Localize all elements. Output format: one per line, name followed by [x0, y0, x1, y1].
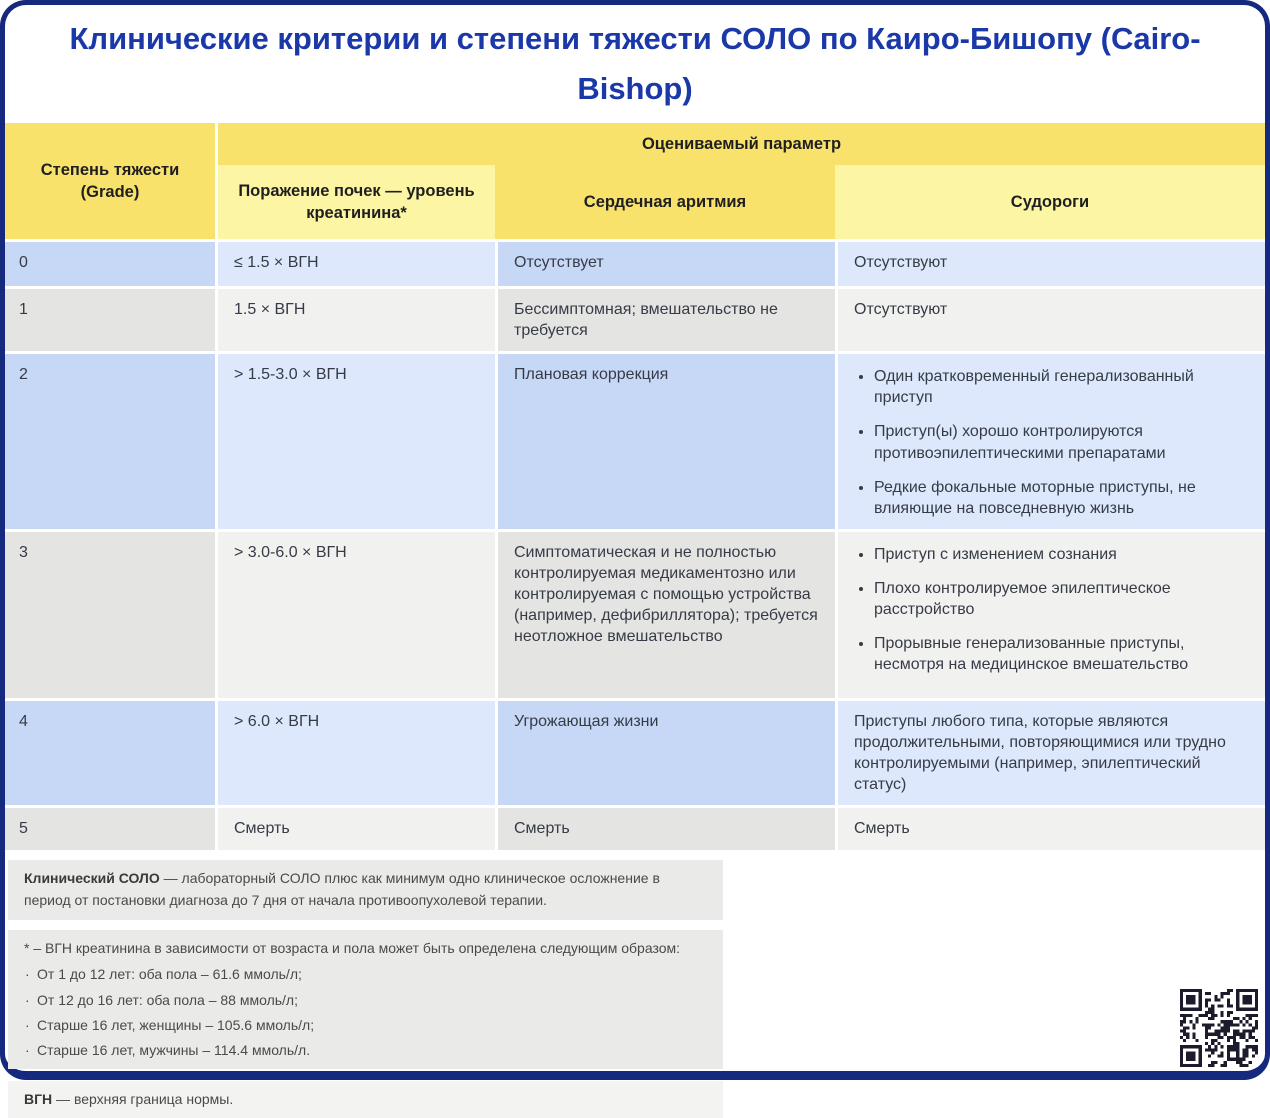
- title-bar: [5, 5, 1265, 123]
- seizures-list-item: • Один кратковременный генерализованный приступ: [874, 366, 1249, 408]
- seizures-list-item: • Редкие фокальные моторные приступы, не влияющие на повседневную жизнь: [874, 477, 1249, 519]
- table-row: [5, 808, 1265, 850]
- note-item: · Старше 16 лет, женщины – 105.6 ммоль/л;: [24, 1015, 707, 1035]
- cardiac-cell: Бессимптомная; вмешательство не требуется: [498, 289, 835, 351]
- column-header-kidney: Поражение почек — уровень креатинина*: [218, 165, 495, 239]
- cardiac-cell: Смерть: [498, 808, 835, 850]
- cardiac-cell: Угрожающая жизни: [498, 701, 835, 805]
- seizures-cell: Приступы любого типа, которые являются продолжительными, повторяющимися или трудно контролируемыми (например, эпилептический статус): [838, 701, 1265, 805]
- note-creatinine-intro: * – ВГН креатинина в зависимости от возраста и пола может быть определена следующим образом:: [24, 939, 681, 956]
- table-row: [5, 701, 1265, 805]
- grade-cell: 2: [5, 354, 215, 529]
- seizures-cell: [838, 532, 1265, 698]
- note-item: · Старше 16 лет, мужчины – 114.4 ммоль/л.: [24, 1040, 707, 1060]
- kidney-cell: > 1.5-3.0 × ВГН: [218, 354, 495, 529]
- seizures-list-item: • Приступ(ы) хорошо контролируются противоэпилептическими препаратами: [874, 421, 1249, 463]
- note-clinical-text: — лабораторный СОЛО плюс как минимум одно клиническое осложнение в период от постановки диагноза до 7 дня от начала противоопухолевой терапии.: [24, 870, 660, 908]
- cardiac-cell: Плановая коррекция: [498, 354, 835, 529]
- table-row: [5, 532, 1265, 698]
- note-vgn: [8, 1081, 723, 1118]
- seizures-list: [854, 366, 1249, 519]
- kidney-cell: 1.5 × ВГН: [218, 289, 495, 351]
- grade-cell: 4: [5, 701, 215, 805]
- note-clinical: [8, 860, 723, 919]
- seizures-list-item: • Прорывные генерализованные приступы, несмотря на медицинское вмешательство: [874, 633, 1249, 675]
- seizures-list: [854, 544, 1249, 676]
- note-vgn-term: ВГН: [24, 1090, 53, 1107]
- grade-cell: 5: [5, 808, 215, 850]
- seizures-cell: Отсутствуют: [838, 289, 1265, 351]
- page-title: Клинические критерии и степени тяжести СОЛО по Каиро-Бишопу (Cairo-Bishop): [69, 20, 1201, 106]
- cardiac-cell: Отсутствует: [498, 242, 835, 286]
- table-row: [5, 289, 1265, 351]
- notes: [8, 860, 1265, 1118]
- column-header-seizures: Судороги: [835, 165, 1265, 239]
- note-item: · От 12 до 16 лет: оба пола – 88 ммоль/л;: [24, 990, 707, 1010]
- table-row: [5, 354, 1265, 529]
- seizures-list-item: • Приступ с изменением сознания: [874, 544, 1249, 565]
- table-row: [5, 242, 1265, 286]
- seizures-list-item: • Плохо контролируемое эпилептическое расстройство: [874, 578, 1249, 620]
- note-creatinine: [8, 930, 723, 1069]
- table-body: [5, 242, 1265, 850]
- kidney-cell: > 6.0 × ВГН: [218, 701, 495, 805]
- note-clinical-term: Клинический СОЛО: [24, 870, 160, 887]
- table-header: [5, 123, 1265, 239]
- severity-table: [5, 123, 1265, 850]
- note-item: · От 1 до 12 лет: оба пола – 61.6 ммоль/л;: [24, 964, 707, 984]
- note-vgn-text: — верхняя граница нормы.: [52, 1090, 234, 1107]
- note-creatinine-items: [24, 964, 707, 1060]
- corner-header: Степень тяжести (Grade): [5, 123, 215, 239]
- kidney-cell: > 3.0-6.0 × ВГН: [218, 532, 495, 698]
- seizures-cell: [838, 354, 1265, 529]
- grade-cell: 3: [5, 532, 215, 698]
- grade-cell: 1: [5, 289, 215, 351]
- kidney-cell: Смерть: [218, 808, 495, 850]
- grade-cell: 0: [5, 242, 215, 286]
- seizures-cell: Смерть: [838, 808, 1265, 850]
- group-header: Оцениваемый параметр: [218, 123, 1265, 165]
- kidney-cell: ≤ 1.5 × ВГН: [218, 242, 495, 286]
- seizures-cell: Отсутствуют: [838, 242, 1265, 286]
- column-header-cardiac: Сердечная аритмия: [495, 165, 835, 239]
- qr-code: [1180, 989, 1258, 1067]
- cardiac-cell: Симптоматическая и не полностью контролируемая медикаментозно или контролируемая с помощью устройства (например, дефибриллятора); требуется неотложное вмешательство: [498, 532, 835, 698]
